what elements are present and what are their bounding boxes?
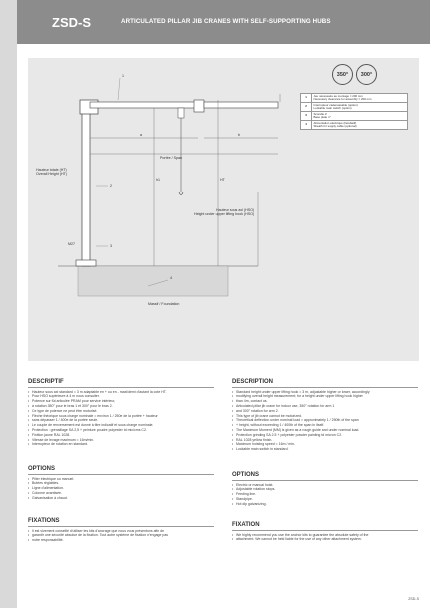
list-item: • Finition jaune RAL 1028.	[28, 433, 214, 438]
list-item: • attachment. We cannot be held liable for the use of any other attachment system.	[232, 537, 418, 542]
list-item: • Theoretical deflection under nominal load = approximately 1 / 250th of the span	[232, 418, 418, 423]
french-options-column	[28, 466, 214, 501]
english-fixation-column	[232, 522, 418, 542]
list-item: • Le couple de renversement est donné à titre indicatif et sous charge nominale.	[28, 423, 214, 428]
divider	[28, 474, 214, 475]
list-item: • Lockable main switch in standard.	[232, 447, 418, 452]
list-item: • Ce type de potence ne peut être motorisé.	[28, 409, 214, 414]
list-item: • notre responsabilité.	[28, 538, 214, 543]
list-item: • We highly recommend you use the anchor kits to guarantee the absolute safety of the	[232, 533, 418, 538]
callout-1: 1	[122, 74, 124, 78]
foundation-block	[78, 266, 228, 296]
rotation-300-icon: 300°	[356, 64, 377, 85]
options-heading-en: OPTIONS	[232, 472, 260, 478]
list-item: • Hauteur sous axl standard = 3 m adaptable en + ou en - maxi/demi d'autant la cote HT.	[28, 390, 214, 395]
options-heading-fr: OPTIONS	[28, 466, 56, 472]
hoist	[178, 108, 184, 118]
articulation	[194, 100, 204, 112]
span-label: Portée / Span	[160, 156, 182, 160]
legend-row: 3 Scorelle d' Base plate n°	[301, 112, 408, 121]
divider	[28, 526, 214, 527]
fixation-list	[232, 533, 418, 543]
french-fixations-column	[28, 518, 214, 543]
list-item: • Feeding line.	[232, 492, 418, 497]
list-item: • sans dépasser 1 / 400e de la portée seule.	[28, 418, 214, 423]
rotation-350-icon: 350°	[332, 64, 353, 85]
list-item: • Flèche théorique sous charge nominale = environ 1 / 250e de la portée + hauteur	[28, 414, 214, 419]
dim-label-b: b	[238, 133, 240, 137]
divider	[28, 387, 214, 388]
list-item: • Pilier électrique ou manuel.	[28, 477, 214, 482]
descriptif-heading: DESCRIPTIF	[28, 379, 64, 385]
total-height-label: Hauteur totale (HT) Overall Height (HT)	[36, 168, 67, 176]
list-item: • and 300° rotation for arm 2.	[232, 409, 418, 414]
legend-row: 2 Interrupteur cadenassable (option) Lockable main switch (option)	[301, 103, 408, 112]
description-heading: DESCRIPTION	[232, 379, 274, 385]
dim-label-h1: h1	[156, 178, 160, 182]
list-item: • RAL 1028 yellow finish.	[232, 438, 418, 443]
arm-2	[204, 102, 278, 108]
list-item: • Maximum hoisting speed = 16m / min.	[232, 442, 418, 447]
page-footer: ZSD-S	[408, 597, 419, 601]
dim-label-a: a	[140, 133, 142, 137]
english-options-column	[232, 472, 418, 507]
list-item: • Protection : grenaillage SA 2,5 + peinture poudre polyester td mic/cms C2.	[28, 428, 214, 433]
options-list-en	[232, 483, 418, 507]
french-text-column	[28, 379, 214, 447]
list-item: • Colonne avantisée.	[28, 491, 214, 496]
list-item: • + height, without exceeding 1 / 400th of the span in itself.	[232, 423, 418, 428]
divider	[232, 480, 418, 481]
list-item: • The Maximum Moment (MM) is given as a rough guide and under nominal load.	[232, 428, 418, 433]
hook	[179, 192, 183, 195]
list-item: • Standpipe.	[232, 497, 418, 502]
callout-2: 2	[110, 184, 112, 188]
list-item: • Vitesse de levage maximum = 16m/min.	[28, 438, 214, 443]
english-text-column	[232, 379, 418, 452]
callout-4: 4	[170, 276, 172, 280]
side-stripe	[0, 0, 17, 608]
pillar	[82, 112, 90, 266]
legend-row: 4 Alimentation électrique (facultatif) Sheath for supply cable (optional)	[301, 121, 408, 130]
list-item: • Electric or manual hoist.	[232, 483, 418, 488]
leader-1	[118, 78, 120, 100]
list-item: • This type of jib crane cannot be motorized.	[232, 414, 418, 419]
list-item: • Ligne d'alimentation.	[28, 486, 214, 491]
list-item: • Potence sur fût articulée PRAM pour service intérieur,	[28, 399, 214, 404]
callout-3: 3	[110, 244, 112, 248]
list-item: • Pour HSO supérieure à 4 m nous consulter.	[28, 394, 214, 399]
list-item: • than 4m, contact us.	[232, 399, 418, 404]
list-item: • garantir une sécurité absolue de la fixation. Tout autre système de fixation n'engage pas	[28, 533, 214, 538]
list-item: • Standard height under upper lifting hook = 3 m, adjustable higher or lower, accordingly	[232, 390, 418, 395]
options-list-fr	[28, 477, 214, 501]
list-item: • Hot dip galvanizing.	[232, 502, 418, 507]
divider	[232, 530, 418, 531]
legend-table	[300, 93, 408, 130]
hook-height-label: Hauteur sous axl (HSO) Height under upper lifting hook (HSO)	[194, 208, 255, 216]
list-item: • Protection grinding SA 2.5 + polyester powder painting td micron C2.	[232, 433, 418, 438]
page-title: ARTICULATED PILLAR JIB CRANES WITH SELF-SUPPORTING HUBS	[121, 18, 331, 25]
description-list	[232, 390, 418, 452]
list-item: • Butées réglables.	[28, 481, 214, 486]
foundation-label: Massif / Foundation	[148, 302, 180, 306]
list-item: • Il est vivement conseillé d'utiliser les kits d'ancrage que nous vous présentons afin de	[28, 529, 214, 534]
list-item: • Adjustable rotation stops.	[232, 487, 418, 492]
list-item: • modifying overall height measurement; for a height under upper lifting hook higher	[232, 394, 418, 399]
legend-row: 1 Jeu nécessaire au montage = 200 mm Necessary clearance for assembly = 200 mm	[301, 94, 408, 103]
dim-label-ht: HT	[220, 178, 225, 182]
arm-1	[90, 102, 198, 108]
fixations-heading: FIXATIONS	[28, 518, 60, 524]
list-item: • à rotation 350° pour le bras 1 et 300° pour le bras 2.	[28, 404, 214, 409]
divider	[232, 387, 418, 388]
page-header	[17, 0, 430, 44]
list-item: • Galvanisation à chaud.	[28, 496, 214, 501]
list-item: • Interrupteur de rotation en standard.	[28, 442, 214, 447]
bolt-label: M27	[68, 242, 75, 246]
list-item: • Articulated pillar jib crane for indoor use, 350° rotation for arm 1	[232, 404, 418, 409]
technical-drawing-panel	[28, 58, 419, 361]
fixations-list	[28, 529, 214, 543]
descriptif-list	[28, 390, 214, 448]
base-plate	[76, 260, 96, 266]
model-code: ZSD-S	[52, 15, 91, 30]
fixation-heading: FIXATION	[232, 522, 260, 528]
